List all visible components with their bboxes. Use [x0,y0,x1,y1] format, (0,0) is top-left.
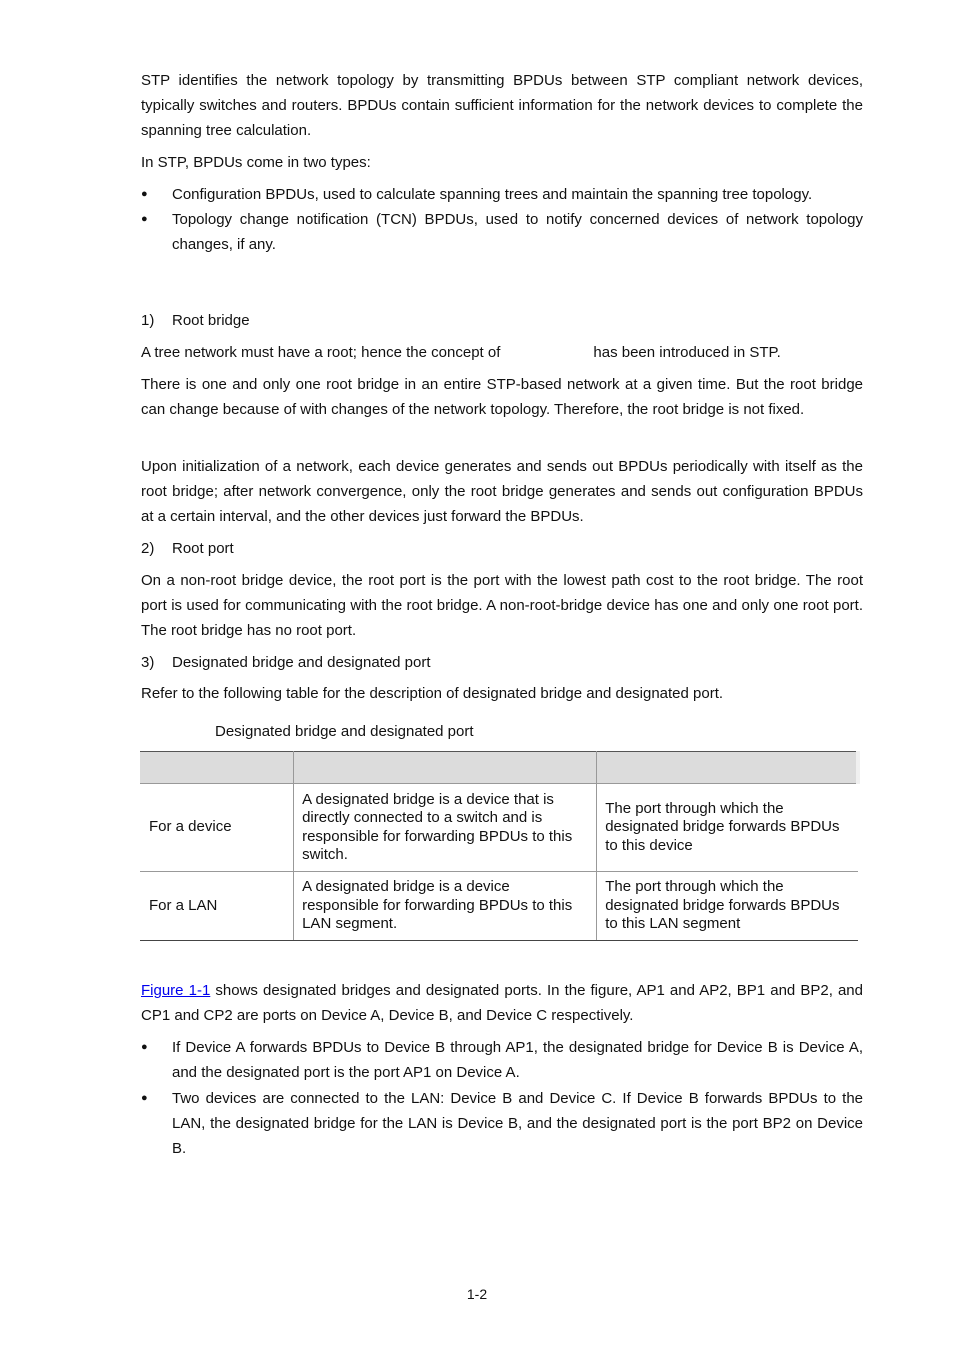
table-cell: For a LAN [140,872,294,941]
root-port-paragraph: On a non-root bridge device, the root port is the port with the lowest path cost to the root bridge. The root port is used for communicating with the root bridge. A non-root-bridge device has one and only one root port. The root bridge has no root port. [141,572,863,639]
root-bridge-heading: 1) Root bridge [141,312,250,329]
table-header-cell [597,752,858,784]
table-cell: A designated bridge is a device responsible for forwarding BPDUs to this LAN segment. [294,872,597,941]
figure-link[interactable]: Figure 1-1 [141,982,211,999]
page-number: 1-2 [466,1286,488,1302]
intro-paragraph: STP identifies the network topology by transmitting BPDUs between STP compliant network devices, typically switches and routers. BPDUs contain sufficient information for the network devices to complete the spanning tree calculation. [141,72,863,139]
table-header-cell [140,752,294,784]
table-caption: Designated bridge and designated port [215,723,474,740]
table-row [140,872,858,941]
table-row [140,784,858,872]
table-cell: The port through which the designated bridge forwards BPDUs to this LAN segment [597,872,858,941]
table-cell: The port through which the designated bridge forwards BPDUs to this device [597,784,858,872]
table-cell: A designated bridge is a device that is directly connected to a switch and is responsible for forwarding BPDUs to this switch. [294,784,597,872]
table-cell: For a device [140,784,294,872]
root-bridge-concept-paragraph: A tree network must have a root; hence the concept of has been introduced in STP. [141,344,781,361]
list-item: ● Two devices are connected to the LAN: Device B and Device C. If Device B forwards BPDUs to the LAN, the designated bridge for the LAN is Device B, and the designated port is the port BP2 on Device B. [141,1086,863,1161]
list-item: ● Configuration BPDUs, used to calculate spanning trees and maintain the spanning tree topology. [141,182,863,207]
root-bridge-paragraph: Upon initialization of a network, each device generates and sends out BPDUs periodically with itself as the root bridge; after network convergence, only the root bridge generates and sends out configuration BPDUs at a certain interval, and the other devices just forward the BPDUs. [141,458,863,525]
table-header-row [140,752,858,784]
bullet-icon: ● [141,188,148,200]
designated-table [140,751,860,941]
bullet-icon: ● [141,1041,148,1053]
intro-types-paragraph: In STP, BPDUs come in two types: [141,154,371,171]
designated-paragraph: Refer to the following table for the description of designated bridge and designated port. [141,685,724,702]
list-item: ● If Device A forwards BPDUs to Device B through AP1, the designated bridge for Device B is Device A, and the designated port is the port AP1 on Device A. [141,1035,863,1085]
table-header-cell [294,752,597,784]
root-bridge-paragraph: There is one and only one root bridge in an entire STP-based network at a given time. But the root bridge can change because of with changes of the network topology. Therefore, the root bridge is not fixed. [141,376,863,418]
designated-heading: 3) Designated bridge and designated port [141,654,431,671]
root-port-heading: 2) Root port [141,540,234,557]
bullet-icon: ● [141,213,148,225]
bullet-icon: ● [141,1092,148,1104]
list-item: ● Topology change notification (TCN) BPDUs, used to notify concerned devices of network topology changes, if any. [141,207,863,257]
figure-reference-paragraph: Figure 1-1 shows designated bridges and designated ports. In the figure, AP1 and AP2, BP1 and BP2, and CP1 and CP2 are ports on Device A, Device B, and Device C respectively. [141,982,863,1024]
